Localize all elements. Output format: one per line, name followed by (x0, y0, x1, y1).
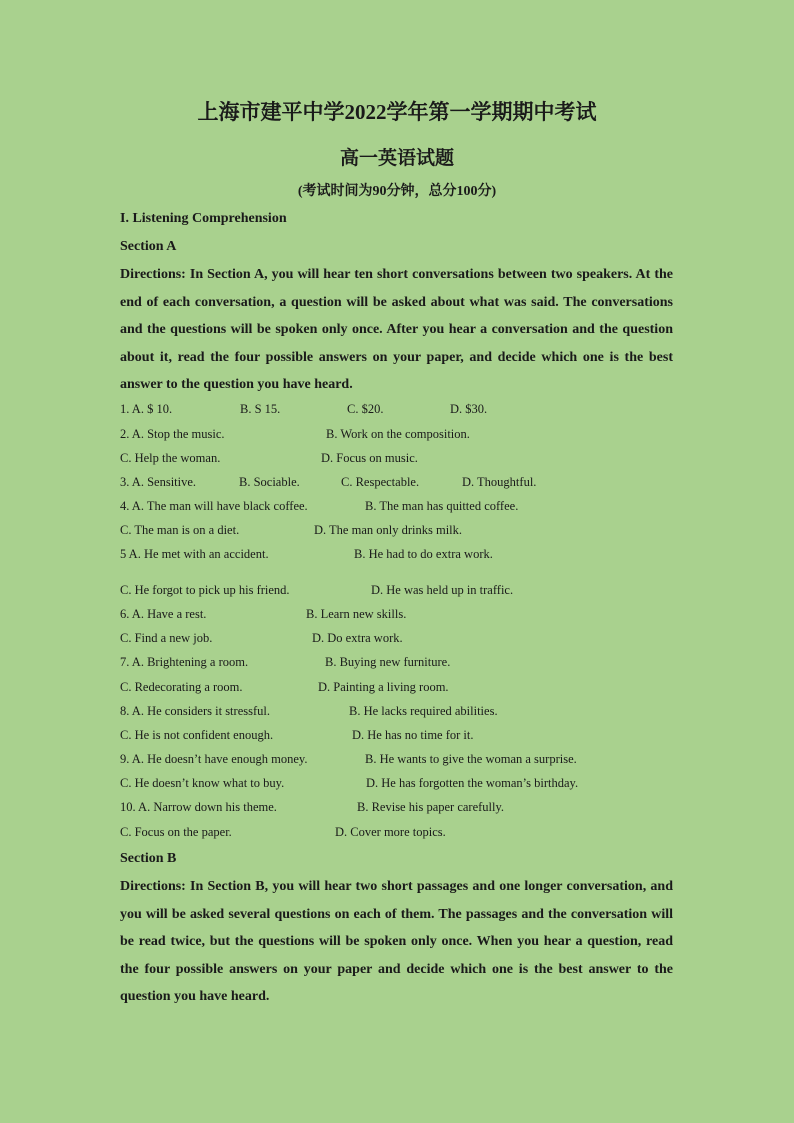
option: B. Revise his paper carefully. (357, 800, 505, 814)
option: B. The man has quitted coffee. (365, 499, 519, 513)
option: D. He was held up in traffic. (371, 583, 514, 597)
option: D. The man only drinks milk. (314, 523, 463, 537)
exam-title: 上海市建平中学2022学年第一学期期中考试 (197, 100, 597, 124)
option: B. Sociable. (239, 475, 300, 489)
question-row (120, 704, 720, 722)
option: D. $30. (450, 402, 488, 416)
section-b-directions: Directions: In Section B, you will hear two short passages and one longer conversation, and you will be asked several questions on each of them. The passages and the conversation will be read twice, but the questions will be spoken only once. When you hear a question, read the four possible answers on your paper and decide which one is the best answer to the question you have heard. (120, 879, 673, 1005)
option: B. Work on the composition. (326, 427, 470, 441)
option: B. S 15. (240, 402, 281, 416)
option: 6. A. Have a rest. (120, 607, 207, 621)
option: D. Do extra work. (312, 631, 403, 645)
question-row (120, 451, 720, 469)
option: 2. A. Stop the music. (120, 427, 225, 441)
option: D. He has forgotten the woman’s birthday. (366, 776, 579, 790)
option: B. He wants to give the woman a surprise. (365, 752, 577, 766)
question-row (120, 499, 720, 517)
question-row (120, 800, 720, 818)
question-row (120, 728, 720, 746)
option: C. He forgot to pick up his friend. (120, 583, 290, 597)
option: B. He lacks required abilities. (349, 704, 498, 718)
option: D. Painting a living room. (318, 680, 449, 694)
section-a-directions: Directions: In Section A, you will hear ten short conversations between two speakers. At the end of each conversation, a question will be asked about what was said. The conversations and the questions will be spoken only once. After you hear a conversation and the question about it, read the four possible answers on your paper, and decide which one is the best answer to the question you have heard. (120, 267, 673, 393)
option: D. Thoughtful. (462, 475, 537, 489)
exam-note: (考试时间为90分钟，总分100分) (297, 184, 497, 199)
question-row (120, 523, 720, 541)
option: D. He has no time for it. (352, 728, 474, 742)
option: C. Focus on the paper. (120, 825, 232, 839)
option: D. Cover more topics. (335, 825, 446, 839)
question-row (120, 583, 720, 601)
option: C. Respectable. (341, 475, 420, 489)
question-row (120, 825, 720, 843)
question-row (120, 680, 720, 698)
section-a-heading: Section A (120, 239, 177, 254)
question-row (120, 752, 720, 770)
option: B. Learn new skills. (306, 607, 407, 621)
option: 3. A. Sensitive. (120, 475, 197, 489)
option: C. The man is on a diet. (120, 523, 240, 537)
question-row (120, 402, 720, 420)
option: 1. A. $ 10. (120, 402, 173, 416)
exam-subtitle: 高一英语试题 (339, 148, 454, 169)
question-row (120, 547, 720, 565)
option: C. Find a new job. (120, 631, 213, 645)
option: D. Focus on music. (321, 451, 418, 465)
option: C. He doesn’t know what to buy. (120, 776, 285, 790)
question-row (120, 475, 720, 493)
option: C. Help the woman. (120, 451, 221, 465)
option: 10. A. Narrow down his theme. (120, 800, 277, 814)
option: C. $20. (347, 402, 384, 416)
part-heading: I. Listening Comprehension (120, 211, 287, 226)
question-row (120, 776, 720, 794)
option: 4. A. The man will have black coffee. (120, 499, 308, 513)
question-row (120, 427, 720, 445)
option: 9. A. He doesn’t have enough money. (120, 752, 308, 766)
option: B. Buying new furniture. (325, 655, 451, 669)
question-row (120, 631, 720, 649)
question-row (120, 607, 720, 625)
option: 8. A. He considers it stressful. (120, 704, 270, 718)
question-row (120, 655, 720, 673)
option: 7. A. Brightening a room. (120, 655, 249, 669)
option: B. He had to do extra work. (354, 547, 493, 561)
option: C. He is not confident enough. (120, 728, 274, 742)
option: 5 A. He met with an accident. (120, 547, 269, 561)
option: C. Redecorating a room. (120, 680, 243, 694)
section-b-heading: Section B (120, 851, 177, 866)
